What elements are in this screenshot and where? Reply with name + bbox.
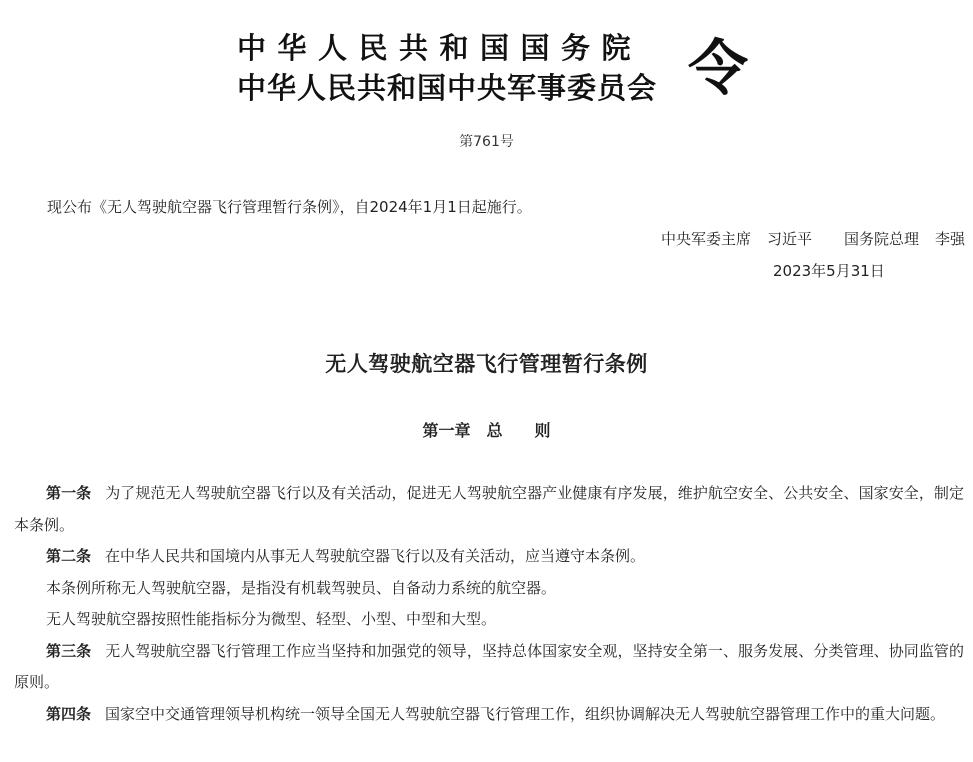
issuer-state-council: 中华人民共和国国务院	[237, 31, 643, 65]
chapter-name-part-2: 则	[534, 421, 551, 440]
promulgation-statement: 现公布《无人驾驶航空器飞行管理暂行条例》，自2024年1月1日起施行。	[47, 198, 532, 216]
decree-character: 令	[688, 34, 748, 104]
chapter-name-part-1: 总	[486, 421, 503, 440]
article-text: 无人驾驶航空器飞行管理工作应当坚持和加强党的领导，坚持总体国家安全观，坚持安全第一、服务发展、分类管理、协同监管的原则。	[14, 641, 964, 691]
article-label: 第四条	[46, 704, 92, 723]
article-paragraph	[14, 604, 964, 636]
signer-title-premier: 国务院总理	[843, 230, 919, 248]
article-text: 在中华人民共和国境内从事无人驾驶航空器飞行以及有关活动，应当遵守本条例。	[105, 547, 646, 565]
article-paragraph	[14, 699, 964, 731]
chapter-heading	[0, 418, 973, 441]
signer-title-cmc-chairman: 中央军委主席	[660, 230, 751, 248]
article-text: 本条例所称无人驾驶航空器，是指没有机载驾驶员、自备动力系统的航空器。	[46, 578, 557, 597]
decree-number: 第761号	[459, 134, 514, 150]
issuer-central-military-commission: 中华人民共和国中央军事委员会	[237, 71, 658, 105]
signer-name-premier: 李强	[934, 230, 965, 248]
regulation-title: 无人驾驶航空器飞行管理暂行条例	[325, 352, 648, 376]
article-paragraph	[14, 573, 964, 605]
article-label: 第三条	[46, 641, 92, 660]
article-paragraph	[14, 541, 964, 573]
article-paragraph	[14, 478, 964, 541]
chapter-number: 第一章	[422, 421, 471, 440]
decree-header	[0, 30, 973, 110]
signatures	[661, 228, 965, 249]
article-text: 无人驾驶航空器按照性能指标分为微型、轻型、小型、中型和大型。	[46, 610, 497, 628]
article-label: 第二条	[46, 547, 92, 565]
signing-date: 2023年5月31日	[773, 262, 885, 280]
article-text: 为了规范无人驾驶航空器飞行以及有关活动，促进无人驾驶航空器产业健康有序发展，维护航空安全、公共安全、国家安全，制定本条例。	[14, 484, 964, 534]
article-label: 第一条	[46, 484, 92, 502]
signer-name-cmc-chairman: 习近平	[766, 230, 812, 248]
articles-body	[14, 478, 964, 730]
article-paragraph	[14, 636, 964, 699]
article-text: 国家空中交通管理领导机构统一领导全国无人驾驶航空器飞行管理工作，组织协调解决无人驾驶航空器管理工作中的重大问题。	[105, 704, 946, 723]
